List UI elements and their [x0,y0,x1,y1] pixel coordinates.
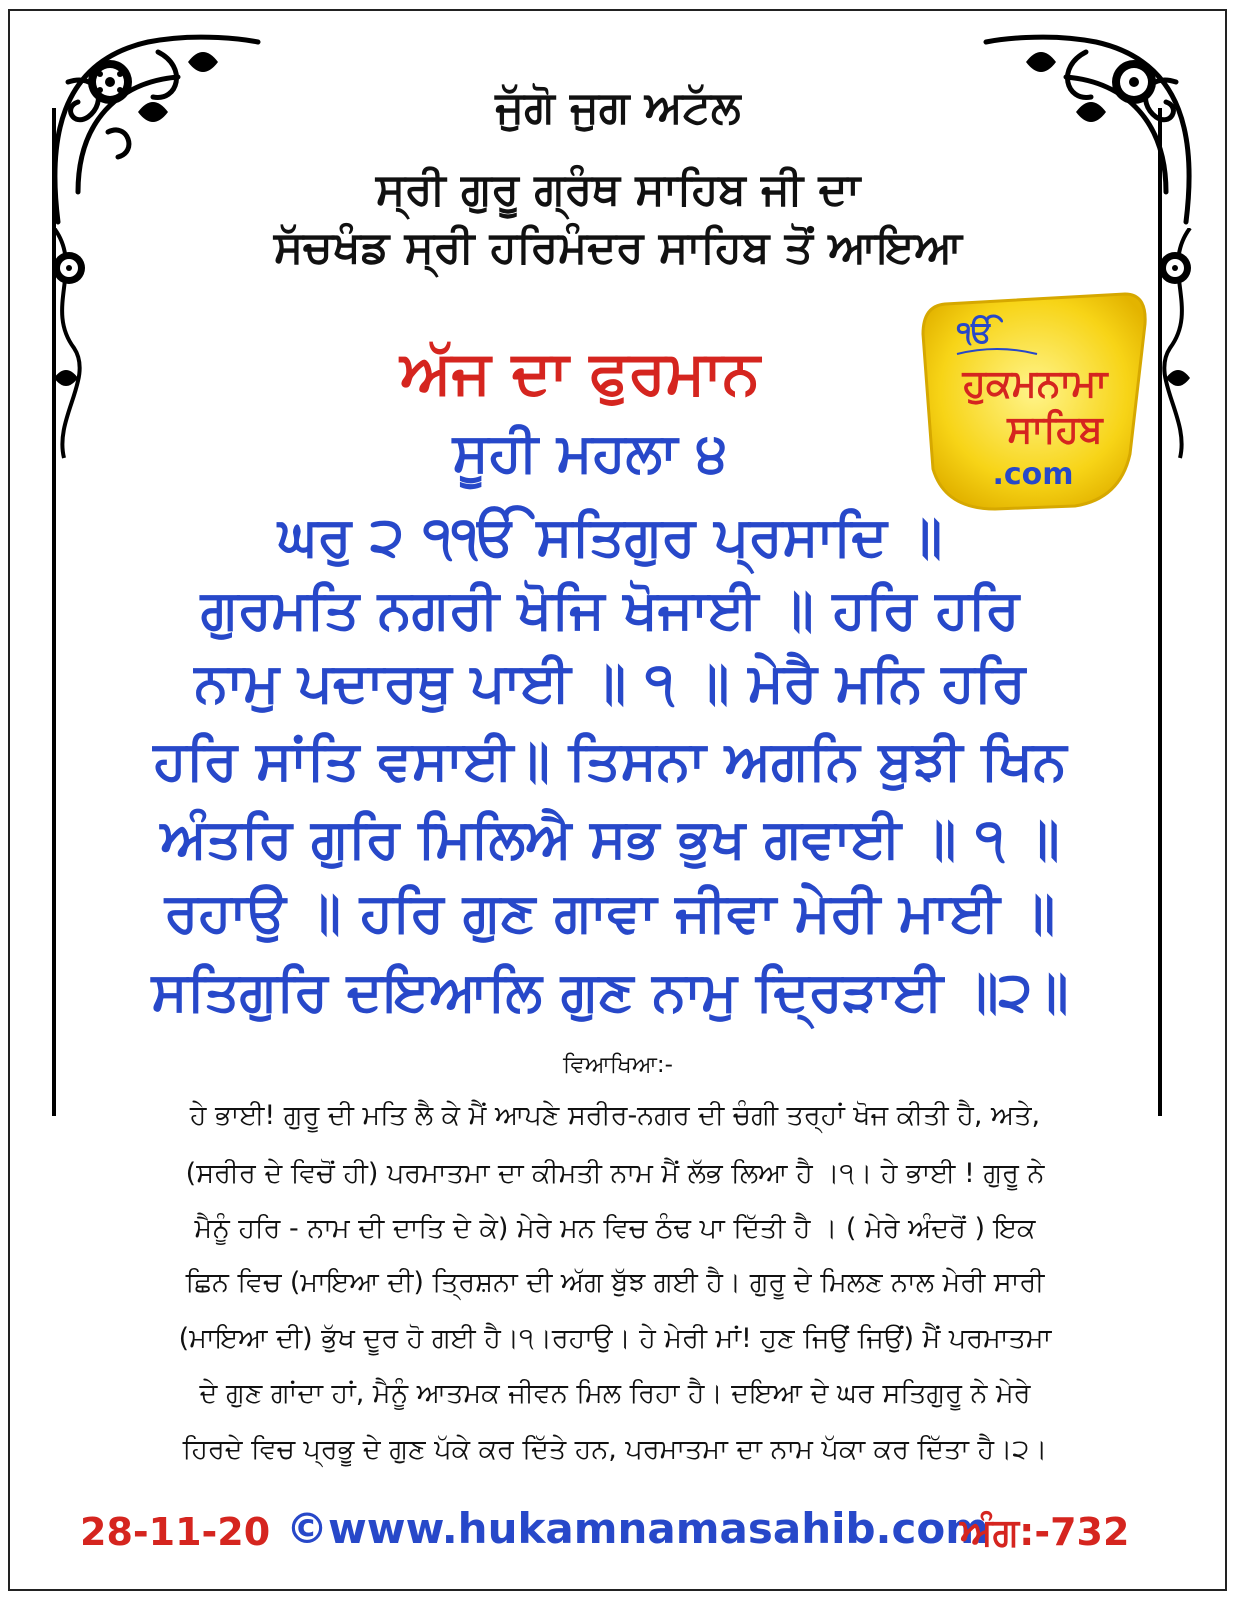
shabad-line: ਘਰੁ ੨ ੧ੴ ਸਤਿਗੁਰ ਪ੍ਰਸਾਦਿ ॥ [277,505,943,568]
explanation-line: (ਸਰੀਰ ਦੇ ਵਿਚੋਂ ਹੀ) ਪਰਮਾਤਮਾ ਦਾ ਕੀਮਤੀ ਨਾਮ ਮੈਂ ਲੱਭ ਲਿਆ ਹੈ ।੧। ਹੇ ਭਾਈ ! ਗੁਰੂ ਨੇ [185,1158,1045,1189]
shabad-line: ਸਤਿਗੁਰਿ ਦਇਆਲਿ ਗੁਣ ਨਾਮੁ ਦ੍ਰਿੜਾਈ ॥੨॥ [151,960,1069,1023]
ik-onkar-icon: ੴ [957,315,994,350]
explanation-line: ਛਿਨ ਵਿਚ (ਮਾਇਆ ਦੀ) ਤ੍ਰਿਸ਼ਨਾ ਦੀ ਅੱਗ ਬੁੱਝ ਗਈ ਹੈ। ਗੁਰੂ ਦੇ ਮਿਲਣ ਨਾਲ ਮੇਰੀ ਸਾਰੀ [185,1267,1045,1298]
explanation-label: ਵਿਆਖਿਆ:- [563,1052,673,1078]
explanation-line: ਹਿਰਦੇ ਵਿਚ ਪ੍ਰਭੂ ਦੇ ਗੁਣ ਪੱਕੇ ਕਰ ਦਿੱਤੇ ਹਨ, ਪਰਮਾਤਮਾ ਦਾ ਨਾਮ ਪੱਕਾ ਕਰ ਦਿੱਤਾ ਹੈ।੨। [182,1434,1048,1465]
shabad-line: ਗੁਰਮਤਿ ਨਗਰੀ ਖੋਜਿ ਖੋਜਾਈ ॥ ਹਰਿ ਹਰਿ [200,578,1020,641]
shabad-line: ਅੰਤਰਿ ਗੁਰਿ ਮਿਲਿਐ ਸਭ ਭੁਖ ਗਵਾਈ ॥ ੧ ॥ [160,807,1060,870]
website-link[interactable]: ©www.hukamnamasahib.com [286,1504,990,1553]
shabad-line: ਹਰਿ ਸਾਂਤਿ ਵਸਾਈ॥ ਤਿਸਨਾ ਅਗਨਿ ਬੁਝੀ ਖਿਨ [153,729,1067,792]
explanation-line: (ਮਾਇਆ ਦੀ) ਭੁੱਖ ਦੂਰ ਹੋ ਗਈ ਹੈ।੧।ਰਹਾਉ। ਹੇ ਮੇਰੀ ਮਾਂ! ਹੁਣ ਜਿਉਂ ਜਿਉਂ) ਮੈਂ ਪਰਮਾਤਮਾ [178,1323,1052,1354]
logo-text-2: ਸਾਹਿਬ [1007,407,1103,451]
explanation-line: ਦੇ ਗੁਣ ਗਾਂਦਾ ਹਾਂ, ਮੈਨੂੰ ਆਤਮਕ ਜੀਵਨ ਮਿਲ ਰਿਹਾ ਹੈ। ਦਇਆ ਦੇ ਘਰ ਸਤਿਗੁਰੂ ਨੇ ਮੇਰੇ [199,1378,1031,1409]
logo-text-1: ਹੁਕਮਨਾਮਾ [962,361,1108,405]
shabad-title: ਸੂਹੀ ਮਹਲਾ ੪ [452,421,728,484]
header-line-2: ਸ੍ਰੀ ਗੁਰੂ ਗ੍ਰੰਥ ਸਾਹਿਬ ਜੀ ਦਾ [375,164,861,215]
explanation-line: ਮੈਨੂੰ ਹਰਿ - ਨਾਮ ਦੀ ਦਾਤਿ ਦੇ ਕੇ) ਮੇਰੇ ਮਨ ਵਿਚ ਠੰਢ ਪਾ ਦਿੱਤੀ ਹੈ । ( ਮੇਰੇ ਅੰਦਰੋਂ ) ਇਕ [194,1213,1036,1244]
shabad-line: ਨਾਮੁ ਪਦਾਰਥੁ ਪਾਈ ॥ ੧ ॥ ਮੇਰੈ ਮਨਿ ਹਰਿ [194,651,1026,714]
header-line-3: ਸੱਚਖੰਡ ਸ੍ਰੀ ਹਰਿਮੰਦਰ ਸਾਹਿਬ ਤੋਂ ਆਇਆ [273,222,963,273]
footer-bar [0,1504,1236,1554]
shabad-line: ਰਹਾਉ ॥ ਹਰਿ ਗੁਣ ਗਾਵਾ ਜੀਵਾ ਮੇਰੀ ਮਾਈ ॥ [164,881,1056,944]
today-title: ਅੱਜ ਦਾ ਫੁਰਮਾਨ [400,338,760,408]
header-line-1: ਜੁੱਗੋ ਜੁਗ ਅਟੱਲ [495,82,741,133]
logo-text-3: .com [992,457,1074,492]
explanation-line: ਹੇ ਭਾਈ! ਗੁਰੂ ਦੀ ਮਤਿ ਲੈ ਕੇ ਮੈਂ ਆਪਣੇ ਸਰੀਰ-ਨਗਰ ਦੀ ਚੰਗੀ ਤਰ੍ਹਾਂ ਖੋਜ ਕੀਤੀ ਹੈ, ਅਤੇ, [189,1100,1041,1131]
date-label: 28-11-20 [80,1510,271,1554]
ang-number: ਅੰਗ:-732 [960,1510,1130,1554]
